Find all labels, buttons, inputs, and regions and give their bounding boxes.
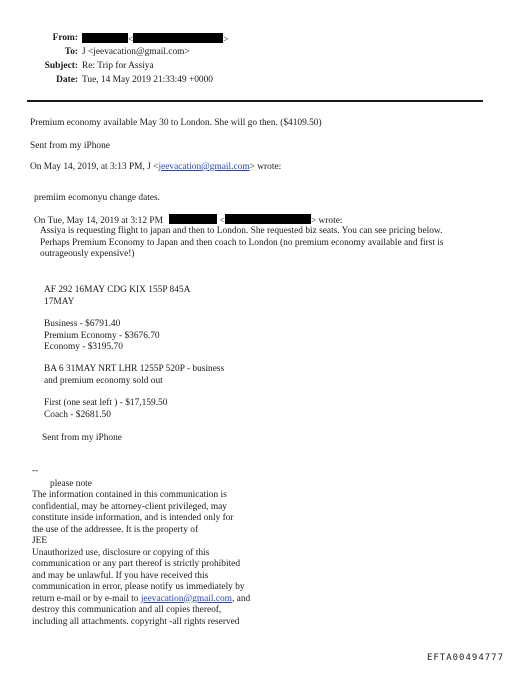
redaction-bar [169,214,217,224]
subject-value: Re: Trip for Assiya [82,61,154,71]
original-paragraph [40,226,444,261]
flight1-block [44,285,190,308]
reply1-signature: Sent from my iPhone [30,141,110,151]
email-link[interactable]: jeevacation@gmail.com [140,593,232,604]
flight1-line: AF 292 16MAY CDG KIX 155P 845A [44,285,191,295]
paragraph-line: outrageously expensive!) [40,249,135,259]
to-label: To: [64,47,78,57]
fares2-block [44,398,167,421]
fare-line: Economy - $3195.70 [44,342,123,352]
return-suffix: , and [231,593,251,604]
flight2-line: and premium economy sold out [44,375,163,386]
date-value: Tue, 14 May 2019 21:33:49 +0000 [82,75,213,85]
fare-line: Premium Economy - $3676.70 [44,330,160,341]
from-value [82,33,229,47]
to-value: J <jeevacation@gmail.com> [82,47,190,57]
redaction-bar [133,33,223,43]
disclaimer-line: communication or any part thereof is strictly prohibited [32,559,241,569]
disclaimer-line: constitute inside information, and is intended only for [32,513,234,523]
disclaimer-line [32,594,250,606]
footer-disclaimer [32,490,250,628]
from-bracket-close: > [223,35,229,45]
header-divider [27,100,483,102]
disclaimer-line: confidential, may be attorney-client privileged, may [32,501,227,512]
redaction-bar [82,33,128,43]
paragraph-line: Assiya is requesting flight to japan and then to London. She requested biz seats. You can see pricing below. [40,226,443,236]
from-label: From: [52,33,78,43]
quote-prefix: On Tue, May 14, 2019 at 3:12 PM [34,216,163,226]
disclaimer-line: JEE [32,536,48,546]
bates-stamp: EFTA00494777 [426,652,504,663]
footer-separator: -- [32,466,39,476]
original-signature: Sent from my iPhone [42,433,122,443]
quote-bracket-open: < [219,216,225,226]
quote-suffix: > wrote: [249,162,282,172]
fare-line: First (one seat left ) - $17,159.50 [44,398,168,408]
fare-line: Business - $6791.40 [44,319,121,329]
quote-suffix: > wrote: [310,216,343,226]
disclaimer-line: Unauthorized use, disclosure or copying of this [32,547,210,558]
flight1-line: 17MAY [44,296,75,307]
disclaimer-line: including all attachments. copyright -all rights reserved [32,616,240,627]
flight2-line: BA 6 31MAY NRT LHR 1255P 520P - business [44,364,225,374]
disclaimer-line: the use of the addressee. It is the property of [32,524,199,535]
date-label: Date: [56,75,78,85]
return-prefix: return e-mail or by e-mail to [32,593,141,604]
footer-note-title: please note [50,479,92,489]
disclaimer-line: and may be unlawful. If you have received this [32,570,209,581]
reply1-quote-line [30,162,281,174]
paragraph-line: Perhaps Premium Economy to Japan and then coach to London (no premium economy available and first is [40,237,444,248]
reply2-body: premiim ecomonyu change dates. [34,193,160,203]
disclaimer-line: destroy this communication and all copies thereof, [32,605,222,615]
email-link[interactable]: jeevacation@gmail.com [158,162,250,172]
redaction-bar [225,214,311,224]
fare-line: Coach - $2681.50 [44,409,111,420]
subject-label: Subject: [44,61,78,71]
disclaimer-line: communication in error, please notify us immediately by [32,582,245,592]
quote-prefix: On May 14, 2019, at 3:13 PM, J < [30,162,159,172]
fares1-block [44,319,160,354]
reply1-body: Premium economy available May 30 to London. She will go then. ($4109.50) [30,118,322,128]
flight2-block [44,364,224,387]
from-bracket-open: < [128,35,134,45]
disclaimer-line: The information contained in this communication is [32,490,227,500]
